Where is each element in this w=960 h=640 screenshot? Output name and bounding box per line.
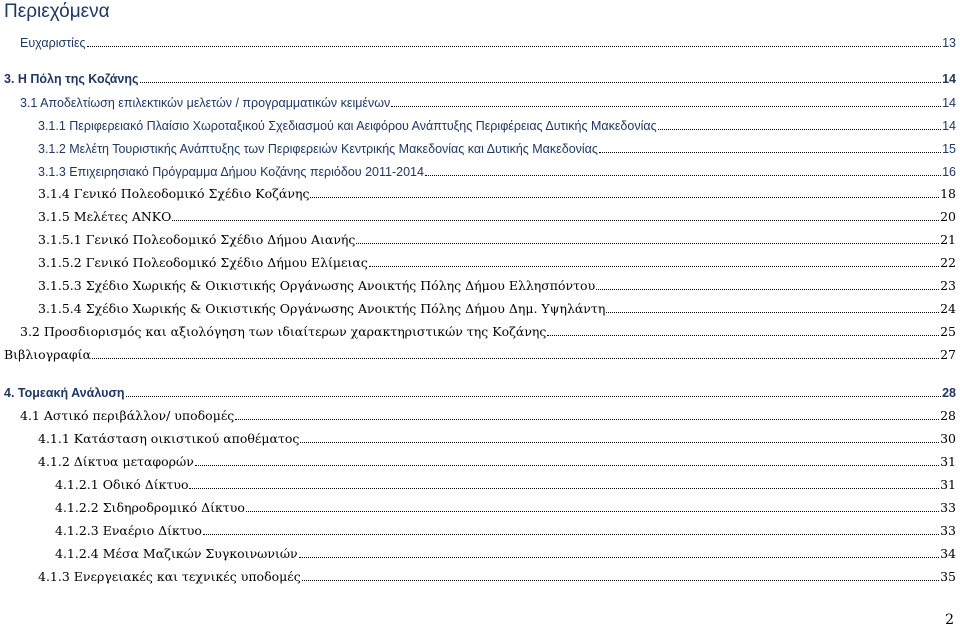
toc-entry[interactable]: [38, 163, 956, 181]
toc-entry[interactable]: [38, 430, 956, 448]
toc-leader: [189, 488, 939, 489]
toc-entry-label: 4. Τομεακή Ανάλυση: [4, 386, 125, 400]
toc-entry-label: 3.1.5.2 Γενικό Πολεοδομικό Σχέδιο Δήμου Ελίμειας: [38, 255, 368, 270]
toc-entry[interactable]: [38, 254, 956, 272]
toc-entry-label: 3.1.5.3 Σχέδιο Χωρικής & Οικιστικής Οργάνωσης Ανοικτής Πόλης Δήμου Ελλησπόντου: [38, 278, 596, 293]
toc-entry-label: Βιβλιογραφία: [4, 347, 92, 362]
toc-entry-page: 28: [942, 386, 956, 400]
toc-entry-page: 21: [940, 232, 956, 247]
toc-entry[interactable]: [38, 231, 956, 249]
toc-leader: [126, 396, 942, 397]
toc-leader: [606, 312, 939, 313]
toc-entry[interactable]: [20, 34, 956, 52]
toc-entry-page: 31: [940, 477, 956, 492]
toc-entry-page: 33: [940, 500, 956, 515]
toc-entry[interactable]: [4, 346, 956, 364]
toc-entry-label: 3.1.3 Επιχειρησιακό Πρόγραμμα Δήμου Κοζάνης περιόδου 2011-2014: [38, 165, 424, 179]
page-title: Περιεχόμενα: [4, 1, 110, 22]
toc-entry-page: 33: [940, 523, 956, 538]
toc-leader: [203, 534, 939, 535]
toc-entry-label: 4.1.1 Κατάσταση οικιστικού αποθέματος: [38, 431, 300, 446]
toc-leader: [172, 220, 939, 221]
toc-entry-page: 18: [940, 186, 956, 201]
toc-leader: [87, 46, 942, 47]
toc-entry-label: 3.1.1 Περιφερειακό Πλαίσιο Χωροταξικού Σχεδιασμού και Αειφόρου Ανάπτυξης Περιφέρειας Δυτικής Μακεδονίας: [38, 119, 657, 133]
toc-entry[interactable]: [55, 545, 956, 563]
toc-leader: [300, 442, 939, 443]
toc-entry[interactable]: [38, 568, 956, 586]
toc-entry-label: 4.1.2 Δίκτυα μεταφορών: [38, 454, 194, 469]
toc-entry[interactable]: [55, 476, 956, 494]
toc-entry-page: 27: [940, 347, 956, 362]
toc-entry-page: 23: [940, 278, 956, 293]
toc-leader: [235, 419, 939, 420]
toc-leader: [596, 289, 939, 290]
toc-entry[interactable]: [4, 70, 956, 88]
toc-leader: [356, 243, 939, 244]
toc-entry[interactable]: [38, 453, 956, 471]
toc-leader: [246, 511, 939, 512]
toc-entry-page: 30: [940, 431, 956, 446]
toc-entry[interactable]: [4, 384, 956, 402]
toc-entry-label: 4.1.2.3 Εναέριο Δίκτυο: [55, 523, 202, 538]
toc-leader: [302, 580, 939, 581]
toc-entry-label: 4.1.2.2 Σιδηροδρομικό Δίκτυο: [55, 500, 245, 515]
toc-entry[interactable]: [38, 185, 956, 203]
toc-leader: [140, 82, 942, 83]
toc-leader: [195, 465, 939, 466]
toc-leader: [425, 175, 941, 176]
toc-leader: [658, 129, 941, 130]
toc-entry[interactable]: [55, 522, 956, 540]
toc-entry-page: 22: [940, 255, 956, 270]
toc-entry-page: 31: [940, 454, 956, 469]
toc-entry-label: 3. Η Πόλη της Κοζάνης: [4, 72, 139, 86]
toc-entry-page: 28: [940, 408, 956, 423]
toc-entry-label: 4.1.3 Ενεργειακές και τεχνικές υποδομές: [38, 569, 301, 584]
toc-entry[interactable]: [38, 300, 956, 318]
toc-leader: [599, 152, 941, 153]
toc-entry-page: 24: [940, 301, 956, 316]
toc-entry-page: 14: [942, 119, 956, 133]
toc-entry-label: 4.1 Αστικό περιβάλλον/ υποδομές: [20, 408, 235, 423]
toc-entry-label: 3.1.2 Μελέτη Τουριστικής Ανάπτυξης των Περιφερειών Κεντρικής Μακεδονίας και Δυτικής Μακεδονίας: [38, 142, 598, 156]
toc-leader: [369, 266, 939, 267]
toc-entry-label: 3.2 Προσδιορισμός και αξιολόγηση των ιδιαίτερων χαρακτηριστικών της Κοζάνης: [20, 324, 547, 339]
toc-leader: [547, 335, 939, 336]
toc-leader: [92, 358, 939, 359]
toc-leader: [310, 197, 939, 198]
toc-entry-page: 20: [940, 209, 956, 224]
toc-entry-label: 3.1.5 Μελέτες ΑΝΚΟ: [38, 209, 172, 224]
toc-leader: [299, 557, 939, 558]
toc-entry-page: 16: [942, 165, 956, 179]
toc-entry-page: 13: [942, 36, 956, 50]
toc-entry-label: 3.1.5.4 Σχέδιο Χωρικής & Οικιστικής Οργάνωσης Ανοικτής Πόλης Δήμου Δημ. Υψηλάντη: [38, 301, 606, 316]
toc-entry[interactable]: [38, 208, 956, 226]
page-number: 2: [945, 612, 954, 628]
toc-entry-label: 4.1.2.1 Οδικό Δίκτυο: [55, 477, 189, 492]
toc-entry-label: 3.1 Αποδελτίωση επιλεκτικών μελετών / προγραμματικών κειμένων: [20, 96, 391, 110]
toc-entry-label: 4.1.2.4 Μέσα Μαζικών Συγκοινωνιών: [55, 546, 298, 561]
toc-entry[interactable]: [38, 117, 956, 135]
toc-entry-page: 34: [940, 546, 956, 561]
toc-entry[interactable]: [20, 94, 956, 112]
toc-entry-page: 14: [942, 72, 956, 86]
toc-leader: [391, 106, 941, 107]
toc-entry-page: 25: [940, 324, 956, 339]
toc-entry[interactable]: [20, 407, 956, 425]
toc-entry-page: 35: [940, 569, 956, 584]
toc-entry[interactable]: [38, 277, 956, 295]
toc-entry-page: 14: [942, 96, 956, 110]
toc-entry[interactable]: [38, 140, 956, 158]
toc-entry[interactable]: [55, 499, 956, 517]
toc-entry-label: 3.1.5.1 Γενικό Πολεοδομικό Σχέδιο Δήμου Αιανής: [38, 232, 356, 247]
toc-entry-label: Ευχαριστίες: [20, 36, 86, 50]
toc-entry-page: 15: [942, 142, 956, 156]
toc-entry-label: 3.1.4 Γενικό Πολεοδομικό Σχέδιο Κοζάνης: [38, 186, 310, 201]
toc-entry[interactable]: [20, 323, 956, 341]
